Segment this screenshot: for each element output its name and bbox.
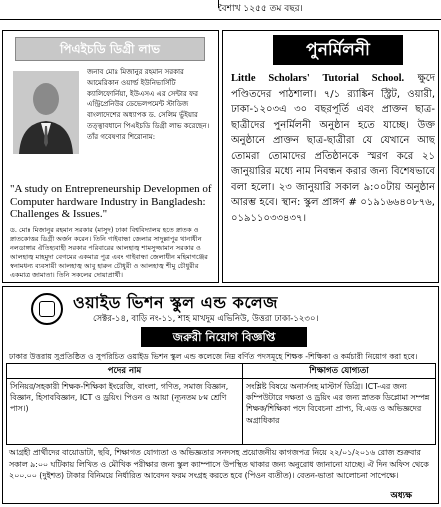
recruitment-ad (2, 286, 439, 504)
phd-body: ড. মোঃ মিজানুর রহমান সরকার (মাসুদ) ঢাকা বিশ্ববিদ্যালয় হতে স্নাতক ও স্নাতকোত্তর ডিগ্রী অর্জন করেন। তিনি গাইবান্ধা জেলার সাদুল্লাপুর থানাধীন নলডাঙ্গার ঐতিহ্যবাহী সরকার পরিবারের আলহাজ্ব শামসুজ্জামান সরকার ও আলহাজ্ব মাহমুদা বেগমের একমাত্র পুত্র এবং গাইবান্ধা জেলাধীন মহিমাগঞ্জের স্বনামধন্য ব্যবসায়ী আলহাজ্ব আবু হারুন চৌধুরী ও আলহাজ্ব শীমু চৌধুরীর একমাত্র জামাতা। তিনি সকলের দোয়াপ্রার্থী। (10, 226, 208, 279)
phd-announcement-ad (2, 30, 219, 283)
top-strip-text: বৈশাখ ১২৫৫ তম বছর। (218, 4, 303, 14)
reunion-body (231, 71, 435, 283)
post-cell: সিনিয়র/সহকারী শিক্ষক-শিক্ষিকা ইংরেজি, বাংলা, গণিত, সমাজ বিজ্ঞান, বিজ্ঞান, হিসাববিজ্ঞান, ICT ও ড্রয়িং। পিওন ও আয়া (ন্যূনতম ৮ম শ্রেণি পাস।) (7, 379, 243, 445)
school-address: সেক্টর-১৪, বাড়ি নং-১১, শাহ মাখদুম এভিনিউ, উত্তরা ঢাকা-১২৩০। (93, 314, 319, 324)
recruitment-title: জরুরী নিয়োগ বিজ্ঞপ্তি (141, 327, 307, 347)
thesis-title: "A study on Entrepreneurship Developmen of Computer hardware Industry in Bangladesh: Challenges & Issues." (10, 183, 212, 221)
principal-signature: অধ্যক্ষ (390, 491, 412, 501)
reunion-details: ক্ষুদে পণ্ডিতদের পাঠশালা। ৭/১ র‍্যাঙ্কিন স্ট্রিট, ওয়ারী, ঢাকা-১২০৩এ ৩০ বছরপূর্তি এবং প্রাক্তন ছাত্র-ছাত্রীদের পুনর্মিলনী অনুষ্ঠান হতে যাচ্ছে। উক্ত অনুষ্ঠানে প্রাক্তন ছাত্র-ছাত্রীরা যে যেখানে আছ তোমরা তোমাদের প্রতিষ্ঠানকে স্মরণ করে ২১ জানুয়ারির মধ্যে নাম নিবন্ধন করার জন্য বিশেষভাবে বলা হলো। ২৩ জানুয়ারি সকাল ৯:০০টায় অনুষ্ঠান আরম্ভ হবে। স্থান: স্কুল প্রাঙ্গণ # ০১৯১৬৬৪০৮৭৬, ০১৯১১০৩৩৪৩৭। (231, 73, 435, 224)
application-instructions: আগ্রহী প্রার্থীদের বায়োডাটা, ছবি, শিক্ষাগত যোগ্যতা ও অভিজ্ঞতার সনদসহ প্রয়োজনীয় কাগজপত্র নিয়ে ২২/০১/২০১৬ রোজ শুক্রবার সকাল ৯:০০ ঘটিকায় লিখিত ও মৌখিক পরীক্ষার জন্য স্কুল ক্যাম্পাসে উপস্থিত থাকার জন্য অনুরোধ জানানো যাচ্ছে। ঐ দিন অফিস থেকে ২০০.০০ (দুইশত) টাকার বিনিময়ে নির্ধারিত আবেদন ফরম সংগ্রহ করতে হবে (পিওন ব্যতীত)। বেতন-ভাতা আলোচনা সাপেক্ষে। (9, 448, 429, 481)
phd-heading: পিএইচডি ডিগ্রী লাভ (15, 37, 205, 61)
portrait-photo (13, 71, 79, 154)
school-name-en: Little Scholars' Tutorial School. (231, 73, 405, 84)
post-header: পদের নাম (7, 364, 243, 379)
table-header-row (7, 364, 436, 379)
reunion-heading: পুনর্মিলনী (273, 35, 403, 65)
table-row (7, 379, 436, 445)
qualification-header: শিক্ষাগত যোগ্যতা (242, 364, 435, 379)
qualification-cell: সংশ্লিষ্ট বিষয়ে অনার্সসহ মাস্টার্স ডিগ্রি। ICT-এর জন্য কম্পিউটারে দক্ষতা ও ড্রয়িং এর জন্য স্নাতক ডিপ্লোমা সম্পন্ন শিক্ষক/শিক্ষিকা পদে বিবেচনা প্রাপ্য, বি.এড ও অভিজ্ঞদের অগ্রাধিকার (242, 379, 435, 445)
school-logo-icon (31, 293, 63, 325)
top-strip (0, 0, 441, 20)
reunion-ad (222, 30, 439, 283)
phd-intro: জনাব মোঃ মিজানুর রহমান সরকার আমেরিকান ওয়ার্ল্ড ইউনিভার্সিটি ক্যালিফোর্নিয়া, ইউএসএ এর সেন্টার ফর এন্ট্রিপ্রেনিউর ডেভেলপমেন্ট স্টাডিজ বাংলাদেশের অধ্যাপক ড. সেলিম ভুঁইয়ার তত্ত্বাবধানে পিএইচডি ডিগ্রী লাভ করেছেন। তাঁর গবেষণার শিরোনাম: (87, 68, 210, 141)
recruitment-notice: ঢাকার উত্তরায় সুপ্রতিষ্ঠিত ও সুপরিচিত ওয়াইড ভিশন স্কুল এন্ড কলেজে নিম্ন বর্ণিত পদসমূহে শিক্ষক -শিক্ষিকা ও কর্মচারী নিয়োগ করা হবে। (9, 352, 418, 361)
school-name: ওয়াইড ভিশন স্কুল এন্ড কলেজ (73, 293, 278, 312)
jobs-table (6, 363, 436, 445)
